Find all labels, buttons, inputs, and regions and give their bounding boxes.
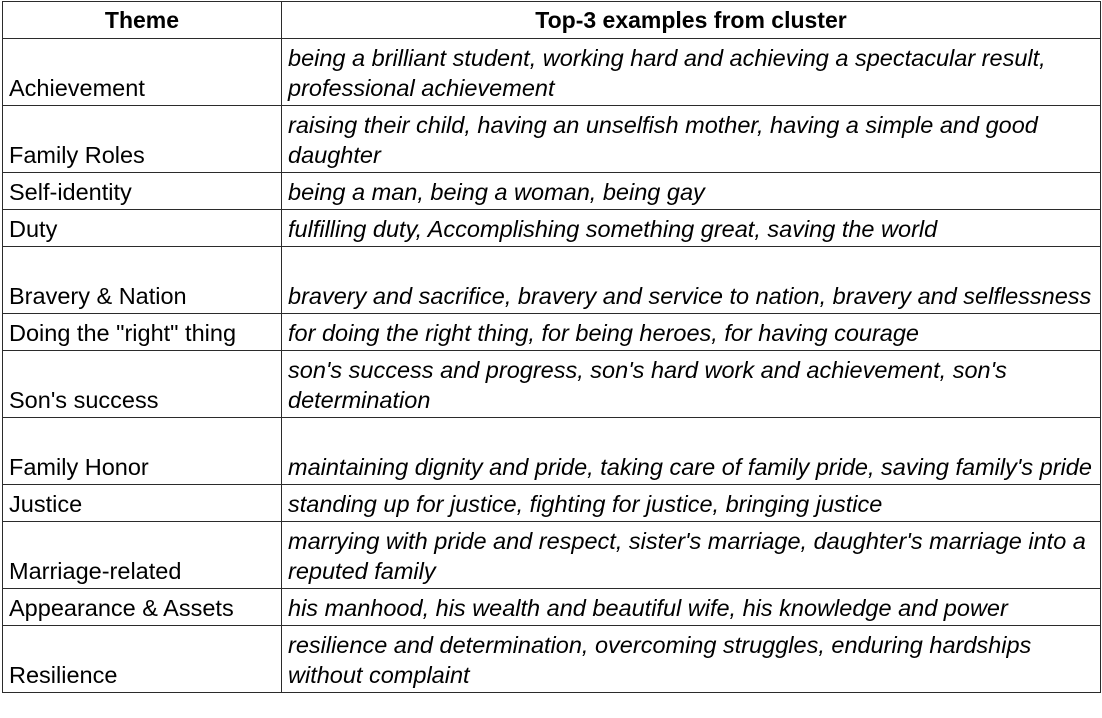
themes-table — [2, 1, 1101, 693]
examples-cell: maintaining dignity and pride, taking care of family pride, saving family's pride — [282, 418, 1101, 485]
theme-cell: Duty — [3, 210, 282, 247]
table-row — [3, 485, 1101, 522]
table-row — [3, 39, 1101, 106]
table-row — [3, 247, 1101, 314]
examples-cell: fulfilling duty, Accomplishing something great, saving the world — [282, 210, 1101, 247]
table-row — [3, 626, 1101, 693]
examples-cell: for doing the right thing, for being heroes, for having courage — [282, 314, 1101, 351]
table-row — [3, 106, 1101, 173]
theme-cell: Doing the "right" thing — [3, 314, 282, 351]
table-row — [3, 314, 1101, 351]
theme-cell: Self-identity — [3, 173, 282, 210]
table-row — [3, 589, 1101, 626]
table-row — [3, 418, 1101, 485]
theme-cell: Son's success — [3, 351, 282, 418]
table-row — [3, 210, 1101, 247]
examples-cell: bravery and sacrifice, bravery and service to nation, bravery and selflessness — [282, 247, 1101, 314]
column-header-examples: Top-3 examples from cluster — [282, 2, 1101, 39]
theme-cell: Bravery & Nation — [3, 247, 282, 314]
examples-cell: being a brilliant student, working hard and achieving a spectacular result, professional achievement — [282, 39, 1101, 106]
table-row — [3, 173, 1101, 210]
column-header-theme: Theme — [3, 2, 282, 39]
examples-cell: marrying with pride and respect, sister's marriage, daughter's marriage into a reputed family — [282, 522, 1101, 589]
examples-cell: resilience and determination, overcoming struggles, enduring hardships without complaint — [282, 626, 1101, 693]
examples-cell: his manhood, his wealth and beautiful wife, his knowledge and power — [282, 589, 1101, 626]
theme-cell: Marriage-related — [3, 522, 282, 589]
theme-cell: Achievement — [3, 39, 282, 106]
examples-cell: son's success and progress, son's hard work and achievement, son's determination — [282, 351, 1101, 418]
theme-cell: Justice — [3, 485, 282, 522]
header-row — [3, 2, 1101, 39]
examples-cell: being a man, being a woman, being gay — [282, 173, 1101, 210]
table-row — [3, 351, 1101, 418]
theme-cell: Family Roles — [3, 106, 282, 173]
examples-cell: standing up for justice, fighting for justice, bringing justice — [282, 485, 1101, 522]
theme-cell: Appearance & Assets — [3, 589, 282, 626]
theme-cell: Family Honor — [3, 418, 282, 485]
table-row — [3, 522, 1101, 589]
examples-cell: raising their child, having an unselfish mother, having a simple and good daughter — [282, 106, 1101, 173]
theme-cell: Resilience — [3, 626, 282, 693]
